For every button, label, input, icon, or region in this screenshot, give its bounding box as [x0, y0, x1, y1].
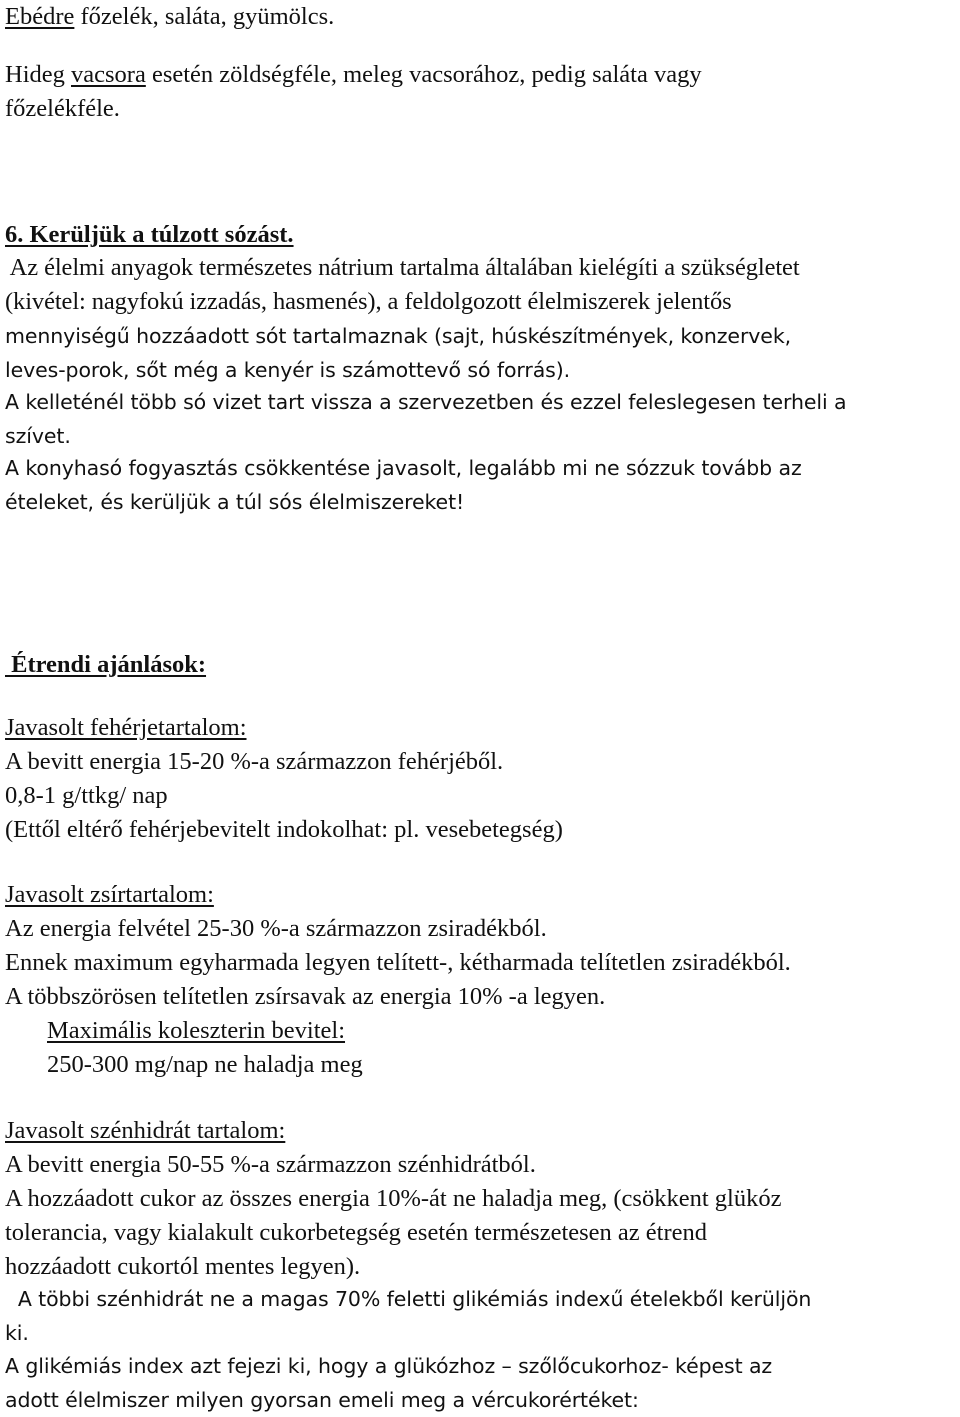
protein-label: Javasolt fehérjetartalom: — [5, 714, 247, 741]
carb-line: tolerancia, vagy kialakult cukorbetegség esetén természetesen az étrend — [5, 1219, 707, 1246]
p2-line: szívet. — [5, 424, 71, 448]
section-6-heading: 6. Kerüljük a túlzott sózást. — [5, 221, 294, 248]
carb-line: A hozzáadott cukor az összes energia 10%-át ne haladja meg, (csökkent glükóz — [5, 1185, 782, 1212]
gi-line: A többi szénhidrát ne a magas 70% feletti glikémiás indexű ételekből kerüljön — [5, 1287, 812, 1311]
protein-line: A bevitt energia 15-20 %-a származzon fehérjéből. — [5, 748, 504, 775]
p1-line: mennyiségű hozzáadott sót tartalmaznak (sajt, húskészítmények, konzervek, — [5, 324, 792, 348]
fat-line: A többszörösen telítetlen zsírsavak az energia 10% -a legyen. — [5, 983, 606, 1010]
fat-line: Ennek maximum egyharmada legyen telített-, kétharmada telítetlen zsiradékból. — [5, 949, 791, 976]
fat-label: Javasolt zsírtartalom: — [5, 881, 214, 908]
protein-line: 0,8-1 g/ttkg/ nap — [5, 782, 168, 809]
gi-def-line: adott élelmiszer milyen gyorsan emeli meg a vércukorértéket: — [5, 1388, 639, 1412]
protein-line: (Ettől eltérő fehérjebevitelt indokolhat: pl. vesebetegség) — [5, 816, 563, 843]
p1-line: leves-porok, sőt még a kenyér is számottevő só forrás). — [5, 358, 571, 382]
section-6-paragraph-3 — [5, 451, 957, 519]
dinner-line-1 — [5, 58, 957, 92]
diet-heading: Étrendi ajánlások: — [5, 651, 207, 678]
p3-line: A konyhasó fogyasztás csökkentése javasolt, legalább mi ne sózzuk tovább az — [5, 456, 802, 480]
gi-line: ki. — [5, 1321, 29, 1345]
dinner-line-2: főzelékféle. — [5, 95, 120, 122]
protein-section — [5, 711, 957, 847]
gi-paragraph — [5, 1282, 957, 1350]
cholesterol-label: Maximális koleszterin bevitel: — [47, 1017, 346, 1044]
carb-label: Javasolt szénhidrát tartalom: — [5, 1117, 286, 1144]
dinner-pre: Hideg — [5, 61, 71, 88]
lunch-text: főzelék, saláta, gyümölcs. — [74, 3, 335, 30]
p1-line: (kivétel: nagyfokú izzadás, hasmenés), a feldolgozott élelmiszerek jelentős — [5, 288, 732, 315]
section-6-paragraph-2 — [5, 385, 957, 453]
intro-lunch — [5, 0, 957, 34]
p3-line: ételeket, és kerüljük a túl sós élelmiszereket! — [5, 490, 465, 514]
carb-section — [5, 1114, 957, 1284]
cholesterol-value: 250-300 mg/nap ne haladja meg — [47, 1051, 363, 1078]
fat-line: Az energia felvétel 25-30 %-a származzon zsiradékból. — [5, 915, 547, 942]
carb-line: hozzáadott cukortól mentes legyen). — [5, 1253, 361, 1280]
fat-section — [5, 878, 957, 1082]
lunch-label: Ebédre — [5, 3, 75, 30]
gi-def-line: A glikémiás index azt fejezi ki, hogy a glükózhoz – szőlőcukorhoz- képest az — [5, 1354, 773, 1378]
carb-line: A bevitt energia 50-55 %-a származzon szénhidrátból. — [5, 1151, 536, 1178]
dinner-label: vacsora — [71, 61, 146, 88]
section-6-paragraph-1 — [5, 251, 957, 387]
p1-line: Az élelmi anyagok természetes nátrium tartalma általában kielégíti a szükségletet — [5, 254, 800, 281]
dinner-text: esetén zöldségféle, meleg vacsorához, pedig saláta vagy — [145, 61, 702, 88]
p2-line: A kelleténél több só vizet tart vissza a szervezetben és ezzel feleslegesen terheli a — [5, 390, 847, 414]
intro-dinner — [5, 58, 957, 126]
gi-definition — [5, 1349, 957, 1417]
cholesterol-label-row — [5, 1014, 957, 1048]
